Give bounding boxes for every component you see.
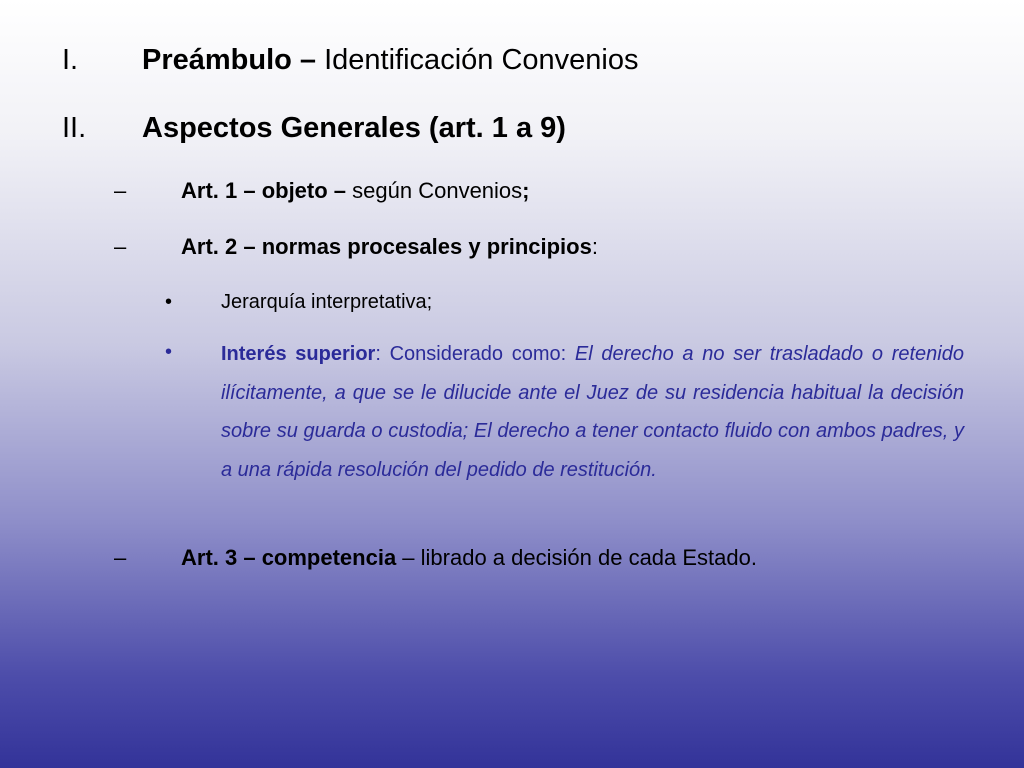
roman-marker: I. (62, 44, 79, 76)
bullet-marker: • (165, 341, 173, 363)
item-plain: Jerarquía interpretativa; (221, 291, 433, 313)
item-text (181, 234, 598, 260)
item-plain: Identificación Convenios (316, 44, 639, 76)
item-end: : (591, 234, 598, 259)
dash-marker: – (114, 178, 127, 203)
item-plain: según Convenios (346, 178, 523, 203)
dash-marker: – (114, 545, 127, 570)
item-text (181, 545, 757, 571)
item-bold: Art. 1 – objeto – (181, 178, 347, 203)
bullet-marker: • (165, 291, 173, 313)
item-text (142, 44, 638, 77)
item-plain: : Considerado como: (375, 343, 575, 365)
roman-marker: II. (62, 112, 87, 144)
item-text (181, 178, 530, 204)
item-bold: Interés superior (221, 343, 376, 365)
item-text (142, 112, 566, 145)
item-bold: Aspectos Generales (art. 1 a 9) (142, 112, 566, 144)
item-bold: Art. 2 – normas procesales y principios (181, 234, 592, 259)
item-plain: – librado a decisión de cada Estado. (396, 545, 757, 570)
interes-paragraph (221, 335, 964, 489)
dash-marker: – (114, 234, 127, 259)
item-bold: Preámbulo – (142, 44, 317, 76)
item-bold: Art. 3 – competencia (181, 545, 397, 570)
item-end: ; (522, 178, 530, 203)
item-italic: El derecho a no ser trasladado o retenido ilícitamente, a que se le dilucide ante el Juez de su residencia habitual la decisión sobre su guarda o custodia; El derecho a tener contacto fluido con ambos padres, y a una rápida resolución del pedido de restitución. (221, 343, 964, 481)
